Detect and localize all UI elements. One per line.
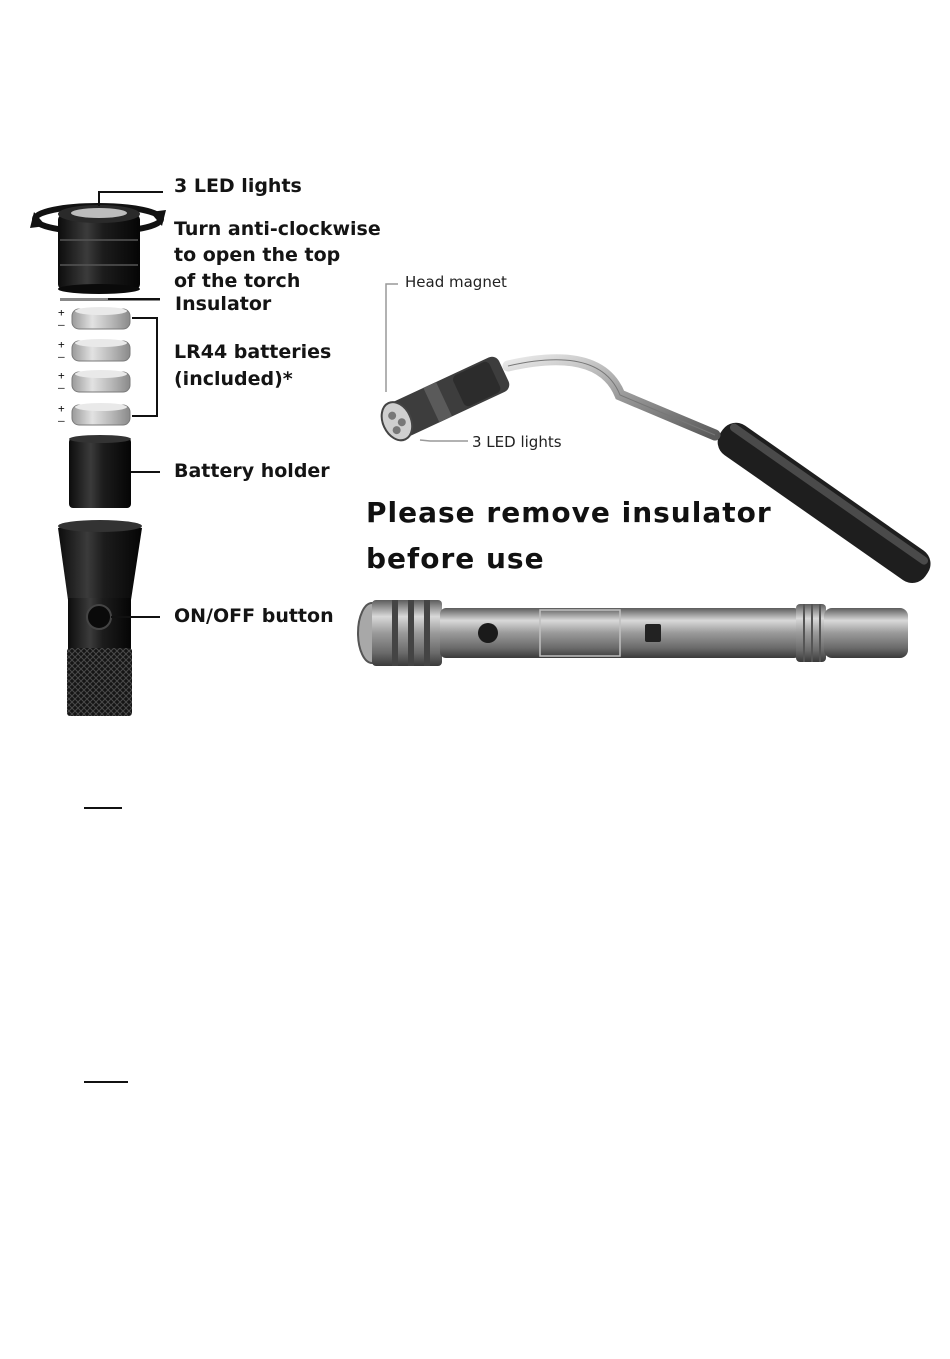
- label-turn-line3: of the torch: [174, 270, 301, 292]
- label-turn-line1: Turn anti-clockwise: [174, 218, 381, 240]
- notice-line1: Please remove insulator: [366, 496, 772, 529]
- label-led-lights: 3 LED lights: [174, 175, 302, 197]
- exploded-torch-diagram: [30, 192, 166, 716]
- battery-minus-mark: –: [58, 350, 65, 363]
- label-turn-line2: to open the top: [174, 244, 341, 266]
- battery-plus-mark: +: [58, 369, 65, 382]
- battery-minus-mark: –: [58, 318, 65, 331]
- label-telescopic-led: 3 LED lights: [472, 433, 562, 451]
- torch-top-cap: [58, 205, 140, 294]
- battery-plus-mark: +: [58, 306, 65, 319]
- battery-plus-mark: +: [58, 402, 65, 415]
- battery-cell: [72, 339, 130, 361]
- label-insulator: Insulator: [175, 293, 272, 315]
- battery-minus-mark: –: [58, 381, 65, 394]
- notice-line2: before use: [366, 542, 545, 575]
- label-head-magnet: Head magnet: [405, 273, 507, 291]
- battery-cell: [72, 370, 130, 392]
- battery-cell: [72, 307, 130, 329]
- label-battery-holder: Battery holder: [174, 460, 330, 482]
- battery-cell: [72, 403, 130, 425]
- battery-stack: [72, 307, 130, 425]
- battery-minus-mark: –: [58, 414, 65, 427]
- battery-plus-mark: +: [58, 338, 65, 351]
- label-on-off-button: ON/OFF button: [174, 605, 334, 627]
- on-off-button-icon: [87, 605, 111, 629]
- divider-short: [84, 807, 122, 809]
- battery-holder-part: [69, 435, 131, 508]
- label-batteries-line2: (included)*: [174, 368, 293, 390]
- label-batteries-line1: LR44 batteries: [174, 341, 332, 363]
- divider-short: [84, 1081, 128, 1083]
- straight-torch-illustration: [358, 600, 908, 666]
